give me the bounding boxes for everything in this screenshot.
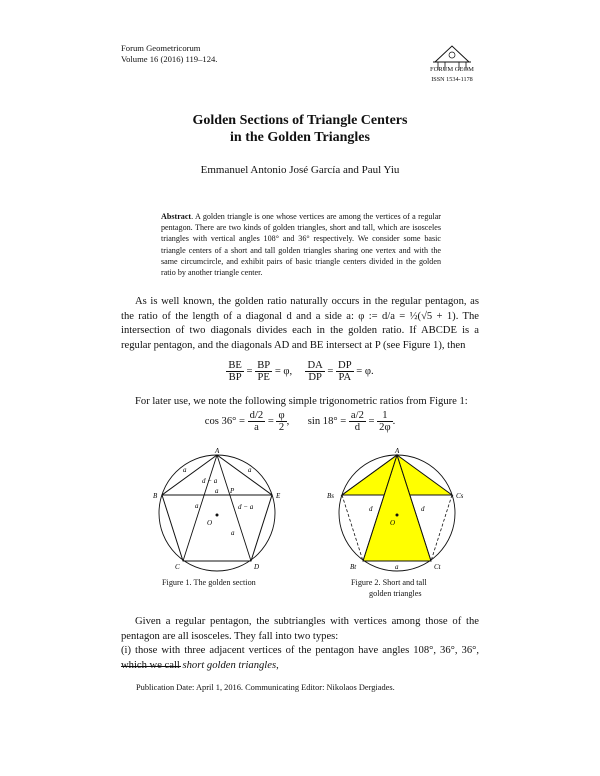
figure-2-caption: Figure 2. Short and tall golden triangles — [351, 578, 427, 598]
label-d: d — [369, 505, 373, 513]
fraction: $\frac{\varphi}{2}$ — [278, 410, 285, 433]
paper-title — [0, 112, 600, 146]
label-b: B — [153, 492, 158, 500]
circumcircle — [159, 455, 275, 571]
label-ct: Ct — [434, 563, 441, 571]
golden-triangles-diagram — [325, 445, 475, 575]
figure-2 — [325, 445, 475, 575]
figure-1 — [145, 445, 295, 575]
equation-trig: cos 36° = $\frac{d/2}{a}$ = $\frac{\varphi}{2}$ , sin 18° = $\frac{a/2}{d}$ = $\frac{1}{2\varphi}$ . — [204, 410, 396, 433]
abstract-text: . A golden triangle is one whose vertices are among the vertices of a regular pentagon. There are two kinds of golden triangles, short and tall, which are isosceles triangles with vertical angles 108° and 36° respectively. We consider some basic triangle centers of a short and tall golden triangles sharing one vertex and with the same circumcircle, and exhibit pairs of basic triangle centers divided in the golden ratio by another triangle center. — [161, 212, 441, 278]
journal-volume: Volume 16 (2016) 119–124. — [121, 54, 218, 64]
label-side-a: a — [231, 529, 235, 537]
title-line-1: Golden Sections of Triangle Centers — [192, 113, 408, 128]
fraction: $\frac{DP}{PA}$ — [338, 360, 352, 383]
fraction: $\frac{BE}{BP}$ — [228, 360, 242, 383]
footnote-rule — [121, 666, 181, 667]
title-line-2: in the Golden Triangles — [230, 130, 370, 145]
label-d: D — [254, 563, 260, 571]
short-golden-triangles-term: short golden triangles — [182, 659, 277, 671]
fraction: $\frac{a/2}{d}$ — [350, 410, 364, 433]
label-side-a: a — [248, 466, 252, 474]
label-c: C — [175, 563, 180, 571]
pentagon-diagram — [145, 445, 295, 575]
footnote: Publication Date: April 1, 2016. Communicating Editor: Nikolaos Dergiades. — [136, 683, 395, 692]
label-d-minus-a: d − a — [238, 503, 254, 511]
logo-text: FORUM GEOM — [430, 66, 474, 73]
paragraph-1: As is well known, the golden ratio naturally occurs in the regular pentagon, as the ratio of the length of a diagonal d and a side a: φ := d/a = ½(√5 + 1). The intersection of two diagonals divides each in the golden ratio. If ABCDE is a regular pentagon, and the diagonals AD and BE intersect at P (see Figure 1), then — [121, 296, 479, 351]
abstract-label: Abstract — [161, 212, 192, 221]
label-a: A — [215, 447, 220, 455]
equation-golden-ratio: $\frac{BE}{BP}$ = $\frac{BP}{PE}$ = φ, $\frac{DA}{DP}$ = $\frac{DP}{PA}$ = φ. — [228, 360, 374, 383]
dashed-side — [431, 495, 452, 561]
label-bs: Bs — [327, 492, 334, 500]
center-point — [396, 514, 399, 517]
label-side-a: a — [215, 487, 219, 495]
label-o: O — [207, 519, 213, 527]
label-e: E — [276, 492, 281, 500]
fraction: $\frac{BP}{PE}$ — [257, 360, 271, 383]
fraction: $\frac{DA}{DP}$ — [307, 360, 323, 383]
journal-name: Forum Geometricorum — [121, 43, 201, 53]
label-a: A — [395, 447, 400, 455]
label-d: d — [421, 505, 425, 513]
pentagon — [162, 455, 272, 561]
paragraph-3: Given a regular pentagon, the subtriangles with vertices among those of the pentagon are all isosceles. They fall into two types: — [121, 616, 479, 642]
abstract — [161, 211, 441, 278]
paragraph-4: (i) those with three adjacent vertices of the pentagon have angles 108°, 36°, 36°, which we call short golden triangles, — [121, 645, 479, 671]
label-o: O — [390, 519, 396, 527]
diagonal-ac — [183, 455, 217, 561]
issn: ISSN 1534-1178 — [431, 76, 473, 83]
journal-logo — [421, 40, 483, 86]
paragraph-2: For later use, we note the following simple trigonometric ratios from Figure 1: — [135, 396, 468, 407]
label-p: P — [230, 487, 235, 495]
label-bt: Bt — [350, 563, 357, 571]
label-d-minus-a: d − a — [202, 477, 218, 485]
fraction: $\frac{d/2}{a}$ — [249, 410, 264, 433]
dashed-side — [342, 495, 363, 561]
authors: Emmanuel Antonio José García and Paul Yiu — [200, 164, 400, 176]
figure-1-caption: Figure 1. The golden section — [162, 578, 256, 587]
label-side-a: a — [195, 502, 199, 510]
label-cs: Cs — [456, 492, 464, 500]
center-point — [216, 514, 219, 517]
journal-header — [121, 43, 217, 65]
label-side-a: a — [183, 466, 187, 474]
label-a-side: a — [395, 563, 399, 571]
fraction: $\frac{1}{2\varphi}$ — [379, 410, 391, 433]
